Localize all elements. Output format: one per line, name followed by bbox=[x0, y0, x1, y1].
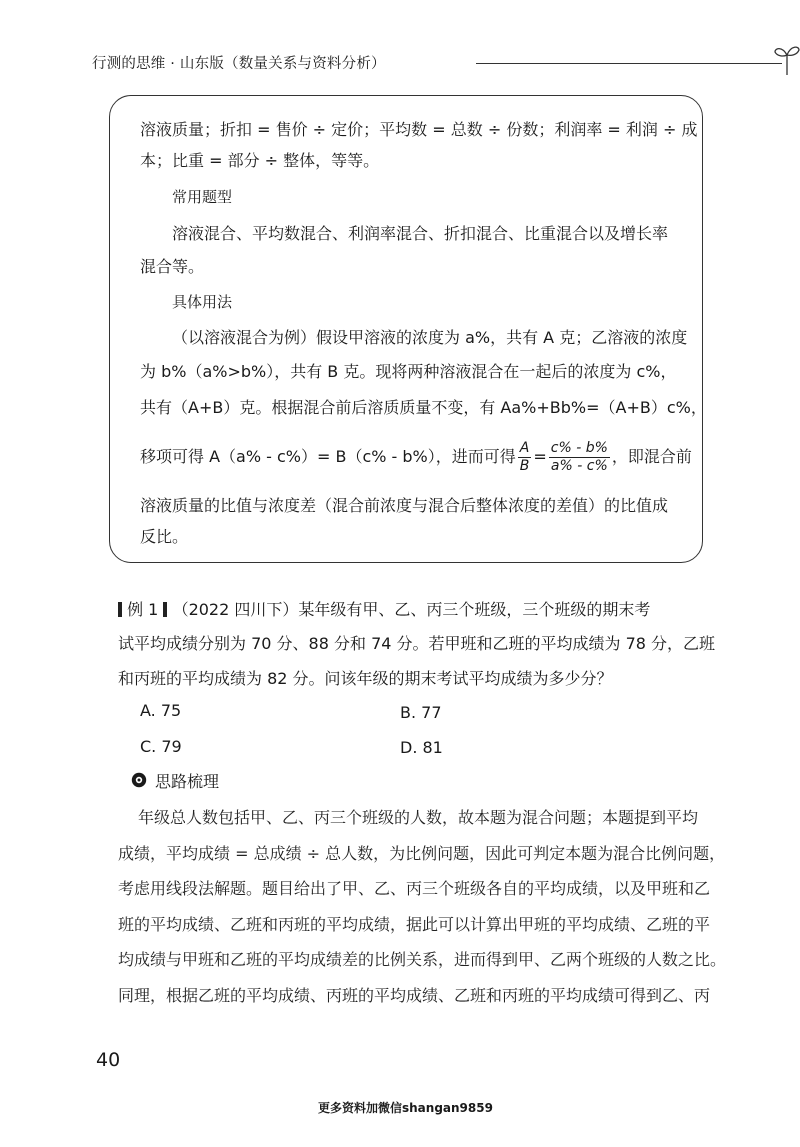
analysis-line-1: 年级总人数包括甲、乙、丙三个班级的人数，故本题为混合问题；本题提到平均 bbox=[138, 808, 699, 827]
fraction-concentration-diff bbox=[549, 440, 610, 475]
box-line-1: 溶液质量；折扣 = 售价 ÷ 定价；平均数 = 总数 ÷ 份数；利润率 = 利润 ÷ 成 bbox=[140, 120, 698, 139]
example-text-1: （2022 四川下）某年级有甲、乙、丙三个班级，三个班级的期末考 bbox=[172, 600, 651, 619]
usage-line-6: 反比。 bbox=[140, 527, 189, 546]
types-line-2: 混合等。 bbox=[140, 257, 205, 276]
heading-common-types: 常用题型 bbox=[172, 188, 233, 206]
running-header bbox=[92, 48, 712, 78]
usage-line-4-start: 移项可得 A（a% - c%）= B（c% - b%），进而可得 bbox=[140, 447, 516, 466]
analysis-line-4: 班的平均成绩、乙班和丙班的平均成绩，据此可以计算出甲班的平均成绩、乙班的平 bbox=[118, 915, 711, 934]
example-line-3: 和丙班的平均成绩为 82 分。问该年级的期末考试平均成绩为多少分？ bbox=[118, 669, 613, 688]
analysis-line-3: 考虑用线段法解题。题目给出了甲、乙、丙三个班级各自的平均成绩，以及甲班和乙 bbox=[118, 879, 711, 898]
example-line-1 bbox=[118, 598, 650, 622]
usage-line-1: （以溶液混合为例）假设甲溶液的浓度为 a%，共有 A 克；乙溶液的浓度 bbox=[172, 328, 688, 347]
fraction-a-over-b bbox=[518, 440, 532, 475]
option-b: B. 77 bbox=[400, 703, 442, 722]
usage-line-2: 为 b%（a%>b%），共有 B 克。现将两种溶液混合在一起后的浓度为 c%， bbox=[140, 362, 677, 381]
box-line-2: 本；比重 = 部分 ÷ 整体，等等。 bbox=[140, 151, 380, 170]
example-label: 例 1 bbox=[127, 600, 159, 619]
gear-icon bbox=[131, 772, 147, 788]
frac1-numerator: A bbox=[519, 440, 530, 456]
analysis-line-5: 均成绩与甲班和乙班的平均成绩差的比例关系，进而得到甲、乙两个班级的人数之比。 bbox=[118, 950, 727, 969]
frac1-denominator: B bbox=[519, 458, 530, 474]
option-c: C. 79 bbox=[140, 737, 182, 756]
types-line-1: 溶液混合、平均数混合、利润率混合、折扣混合、比重混合以及增长率 bbox=[172, 224, 669, 243]
analysis-title: 思路梳理 bbox=[155, 772, 220, 791]
example-marker-right bbox=[163, 602, 167, 617]
footer-watermark: 更多资料加微信shangan9859 bbox=[318, 1101, 493, 1115]
usage-line-4 bbox=[140, 440, 692, 475]
frac2-denominator: a% - c% bbox=[550, 458, 608, 474]
frac2-numerator: c% - b% bbox=[550, 440, 608, 456]
option-d: D. 81 bbox=[400, 738, 443, 757]
sprout-icon bbox=[774, 42, 800, 76]
example-line-2: 试平均成绩分别为 70 分、88 分和 74 分。若甲班和乙班的平均成绩为 78 分，乙班 bbox=[118, 634, 716, 653]
equals-sign: = bbox=[533, 447, 547, 466]
usage-line-4-end: ，即混合前 bbox=[611, 447, 692, 466]
usage-line-3: 共有（A+B）克。根据混合前后溶质质量不变，有 Aa%+Bb%=（A+B）c%， bbox=[140, 398, 707, 417]
usage-line-5: 溶液质量的比值与浓度差（混合前浓度与混合后整体浓度的差值）的比值成 bbox=[140, 496, 669, 515]
heading-usage: 具体用法 bbox=[172, 293, 233, 311]
analysis-line-2: 成绩，平均成绩 = 总成绩 ÷ 总人数，为比例问题，因此可判定本题为混合比例问题， bbox=[118, 844, 726, 863]
option-a: A. 75 bbox=[140, 701, 182, 720]
book-title: 行测的思维 · 山东版（数量关系与资料分析） bbox=[92, 56, 386, 72]
header-rule bbox=[476, 63, 782, 64]
analysis-line-6: 同理，根据乙班的平均成绩、丙班的平均成绩、乙班和丙班的平均成绩可得到乙、丙 bbox=[118, 986, 711, 1005]
page-number: 40 bbox=[96, 1049, 121, 1071]
example-marker-left bbox=[118, 602, 122, 617]
